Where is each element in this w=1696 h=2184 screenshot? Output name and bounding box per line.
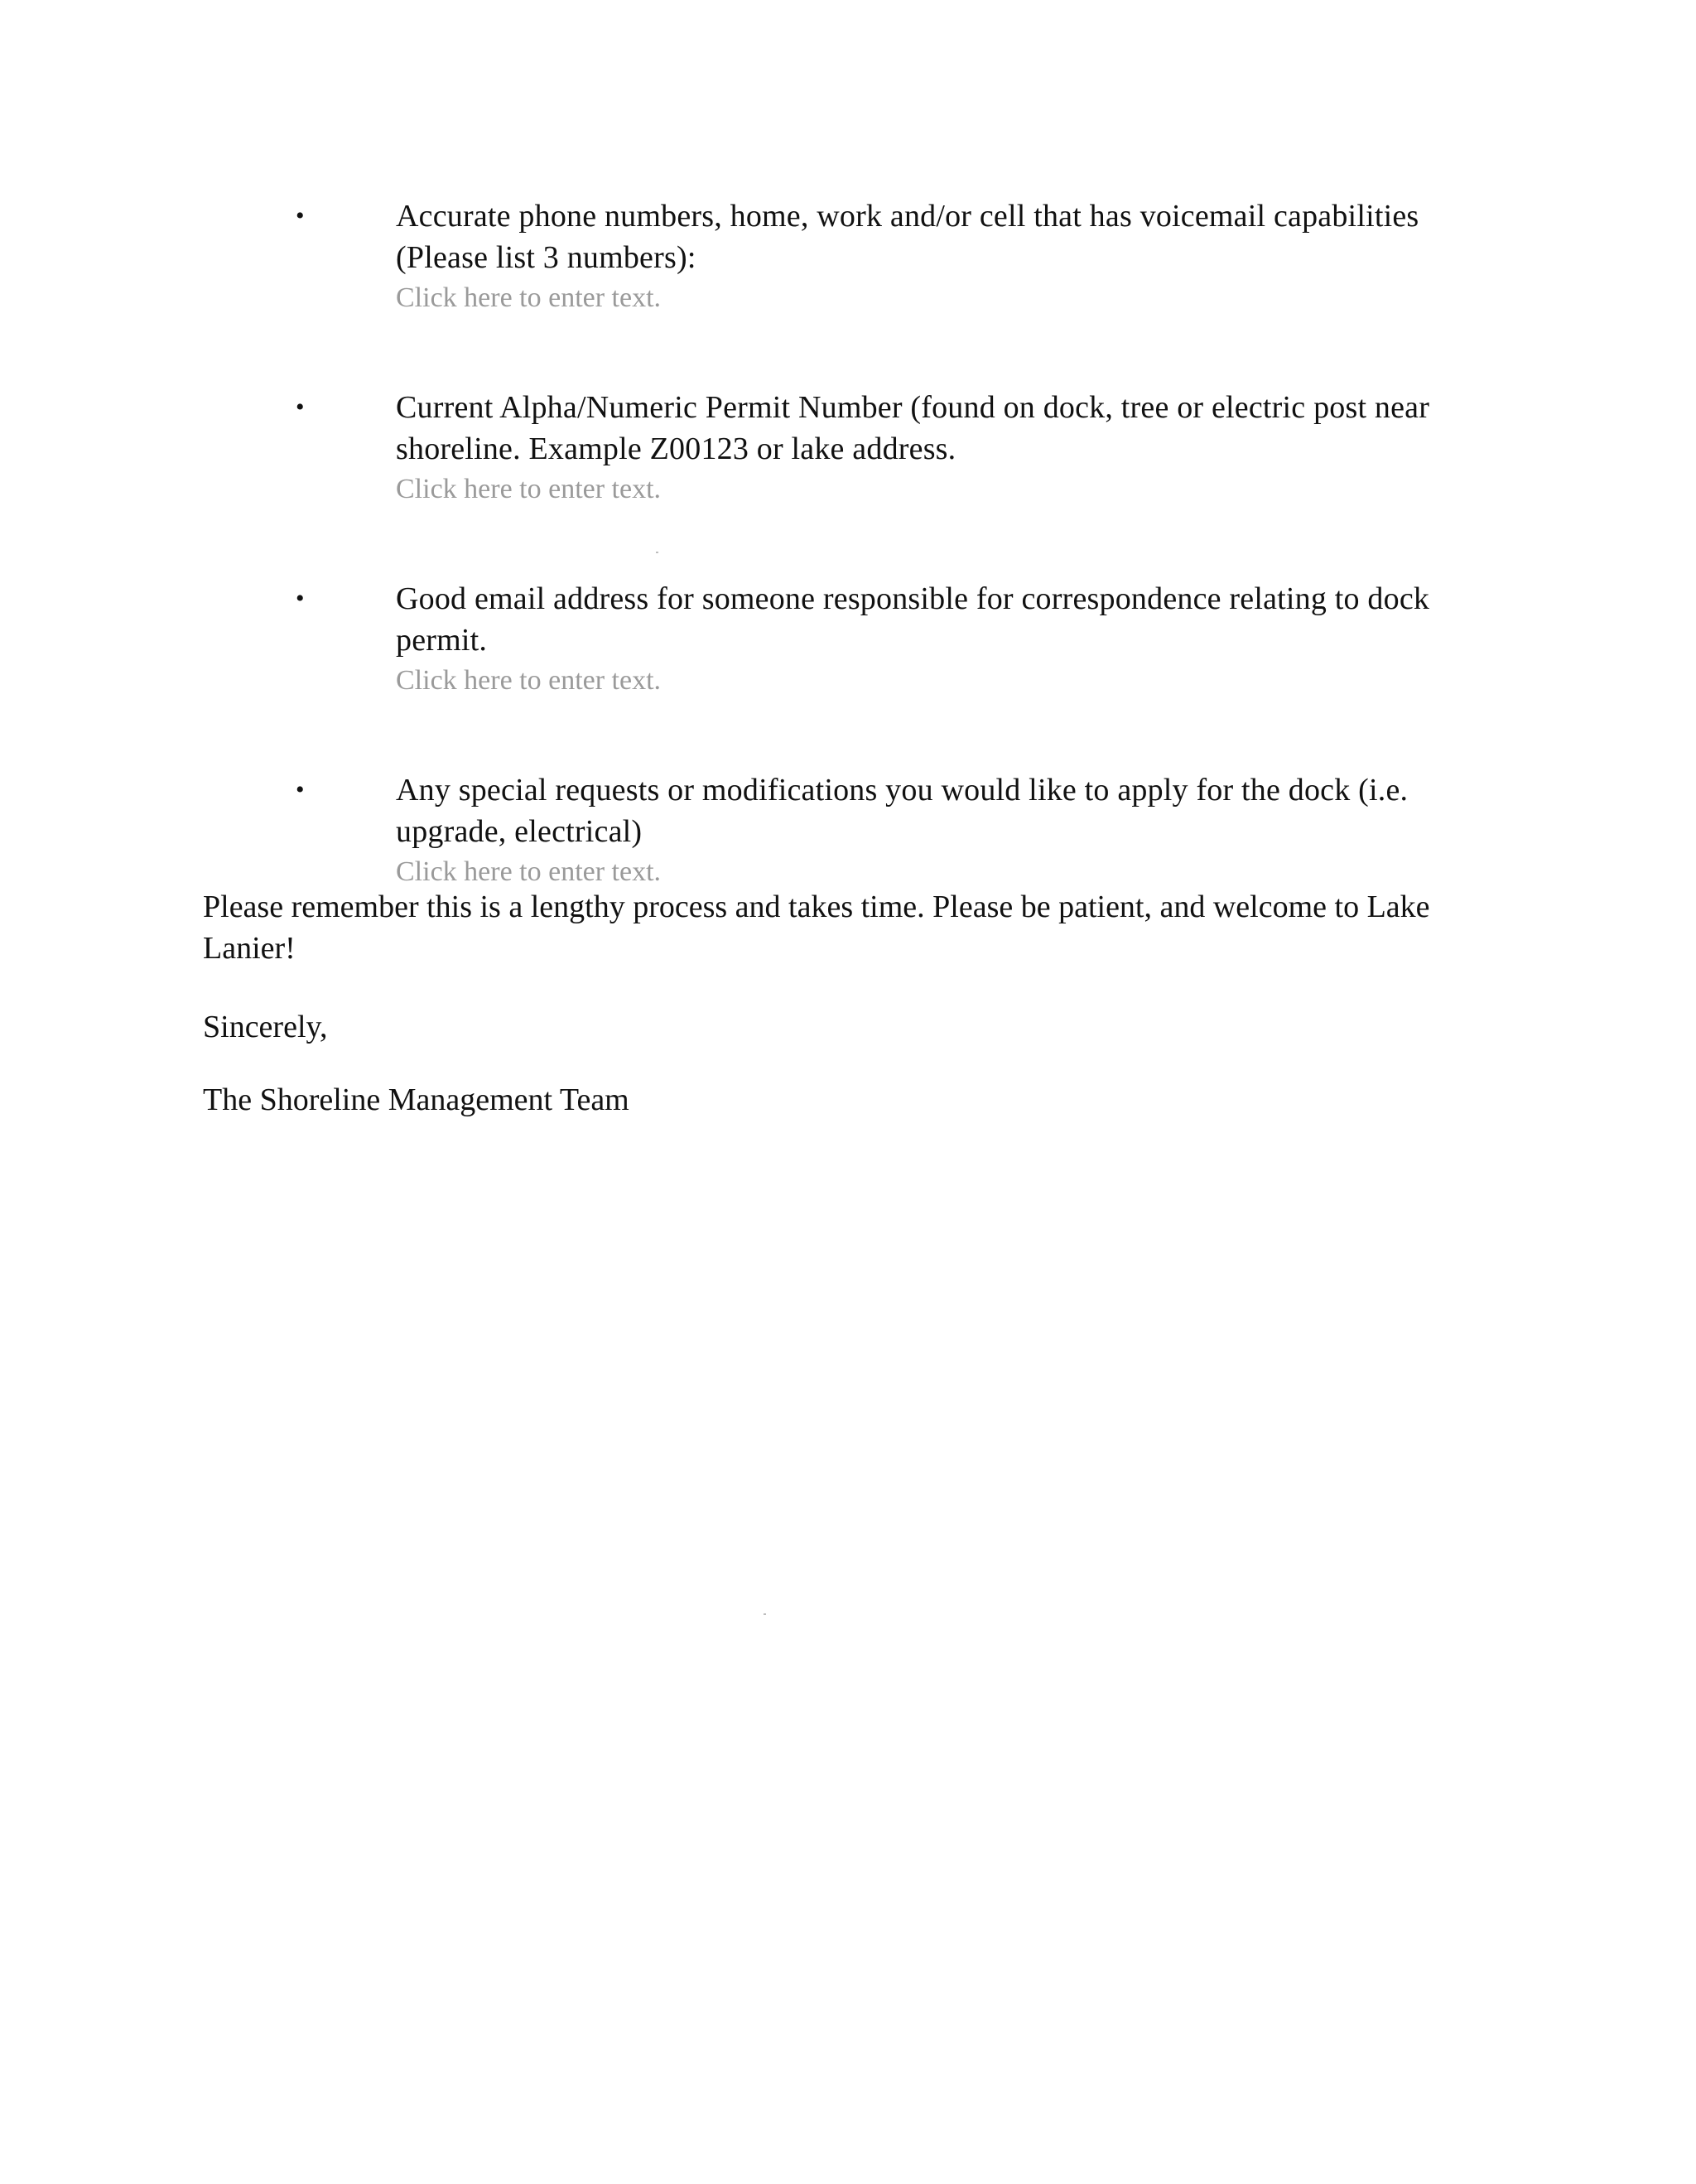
bullet-icon: • bbox=[296, 776, 305, 803]
permit-number-text-field[interactable]: Click here to enter text. bbox=[396, 474, 662, 504]
scan-speck bbox=[656, 552, 658, 553]
requirement-permit-number bbox=[203, 387, 1503, 508]
requirement-text: Accurate phone numbers, home, work and/or cell that has voicemail capabilities (Please list 3 numbers): bbox=[396, 199, 1419, 275]
scan-speck bbox=[764, 1613, 766, 1615]
bullet-icon: • bbox=[296, 393, 305, 421]
requirement-text: Any special requests or modifications you would like to apply for the dock (i.e. upgrade, electrical) bbox=[396, 773, 1409, 849]
bullet-icon: • bbox=[296, 202, 305, 229]
requirements-list bbox=[203, 195, 1503, 890]
signature: The Shoreline Management Team bbox=[203, 1082, 629, 1117]
bullet-icon: • bbox=[296, 585, 305, 612]
requirement-text: Good email address for someone responsible for correspondence relating to dock permit. bbox=[396, 581, 1430, 658]
requirement-special-requests bbox=[203, 769, 1503, 890]
valediction: Sincerely, bbox=[203, 1010, 328, 1044]
closing-reminder: Please remember this is a lengthy process and takes time. Please be patient, and welcome to Lake Lanier! bbox=[203, 890, 1430, 966]
requirement-text: Current Alpha/Numeric Permit Number (found on dock, tree or electric post near shoreline. Example Z00123 or lake address. bbox=[396, 390, 1430, 466]
email-address-text-field[interactable]: Click here to enter text. bbox=[396, 665, 662, 696]
special-requests-text-field[interactable]: Click here to enter text. bbox=[396, 856, 662, 887]
requirement-email-address bbox=[203, 578, 1503, 699]
requirement-phone-numbers bbox=[203, 195, 1503, 316]
phone-numbers-text-field[interactable]: Click here to enter text. bbox=[396, 282, 662, 313]
